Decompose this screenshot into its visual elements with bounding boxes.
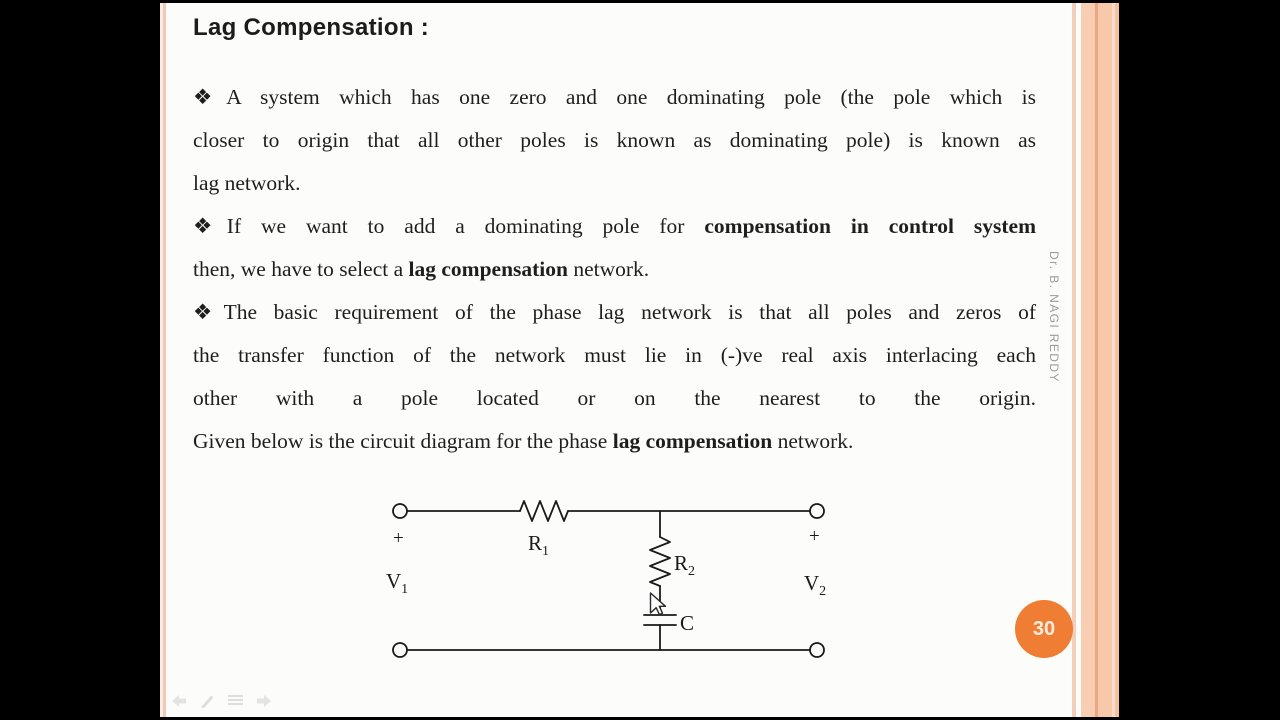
capacitor-label: C xyxy=(680,611,695,635)
body-text-segment: ❖A system which has one zero and one dominating pole (the pole which is xyxy=(193,85,1036,109)
presenter-toolbar xyxy=(171,693,272,708)
body-text-segment: network. xyxy=(567,257,650,281)
terminal-top-left xyxy=(393,504,407,518)
resistor-r1-label: $R_1$ xyxy=(528,531,550,559)
letterbox-left xyxy=(0,0,160,720)
body-text-segment: ❖If we want to add a dominating pole for xyxy=(193,214,705,238)
body-line xyxy=(193,291,1036,334)
slide-number-badge xyxy=(1015,600,1073,658)
author-watermark: Dr. B. NAGI REDDY xyxy=(1047,251,1061,383)
body-line xyxy=(193,76,1036,119)
body-line xyxy=(193,119,1036,162)
resistor-r2-symbol xyxy=(650,537,670,586)
left-accent-stripe xyxy=(163,0,166,720)
body-line xyxy=(193,377,1036,420)
body-text-segment-bold: compensation in control system xyxy=(704,214,1036,238)
right-accent-stripe xyxy=(1072,0,1076,720)
terminal-bottom-right xyxy=(810,643,824,657)
body-text-segment: Given below is the circuit diagram for the phase xyxy=(193,429,613,453)
body-line xyxy=(193,334,1036,377)
body-text-segment: the transfer function of the network must lie in (-)ve real axis interlacing each xyxy=(193,343,1036,367)
slide-menu-icon[interactable] xyxy=(227,694,244,707)
body-text-segment: network. xyxy=(772,429,854,453)
body-text-segment-bold: lag compensation xyxy=(612,429,773,453)
lag-network-circuit-diagram xyxy=(368,478,852,670)
slide-title: Lag Compensation : xyxy=(193,14,430,41)
body-line xyxy=(193,205,1036,248)
slide-body xyxy=(193,76,1036,463)
body-line xyxy=(193,162,1036,205)
resistor-r1-symbol xyxy=(520,501,568,521)
polarity-plus-right: + xyxy=(809,526,820,547)
output-voltage-label: $V_2$ xyxy=(804,571,827,599)
body-text-segment: ❖The basic requirement of the phase lag network is that all poles and zeros of xyxy=(193,300,1036,324)
body-line xyxy=(193,248,1036,291)
terminal-bottom-left xyxy=(393,643,407,657)
polarity-plus-left: + xyxy=(393,528,404,549)
body-text-segment: lag network. xyxy=(193,171,301,195)
body-text-segment: other with a pole located or on the nearest to the origin. xyxy=(193,386,1036,410)
body-text-segment-bold: lag compensation xyxy=(408,257,568,281)
body-line xyxy=(193,420,1036,463)
mouse-cursor-icon xyxy=(649,592,669,618)
input-voltage-label: $V_1$ xyxy=(386,569,409,597)
slide-number: 30 xyxy=(1032,617,1056,640)
next-slide-arrow-icon[interactable] xyxy=(256,694,272,708)
body-text-segment: closer to origin that all other poles is known as dominating pole) is known as xyxy=(193,128,1036,152)
terminal-top-right xyxy=(810,504,824,518)
pen-icon[interactable] xyxy=(199,693,215,708)
right-accent-stripe xyxy=(1081,0,1095,720)
body-text-segment: then, we have to select a xyxy=(193,257,409,281)
previous-slide-arrow-icon[interactable] xyxy=(171,694,187,708)
right-accent-stripe xyxy=(1098,0,1112,720)
letterbox-top xyxy=(0,0,1280,3)
resistor-r2-label: $R_2$ xyxy=(674,551,696,579)
letterbox-right xyxy=(1119,0,1280,720)
